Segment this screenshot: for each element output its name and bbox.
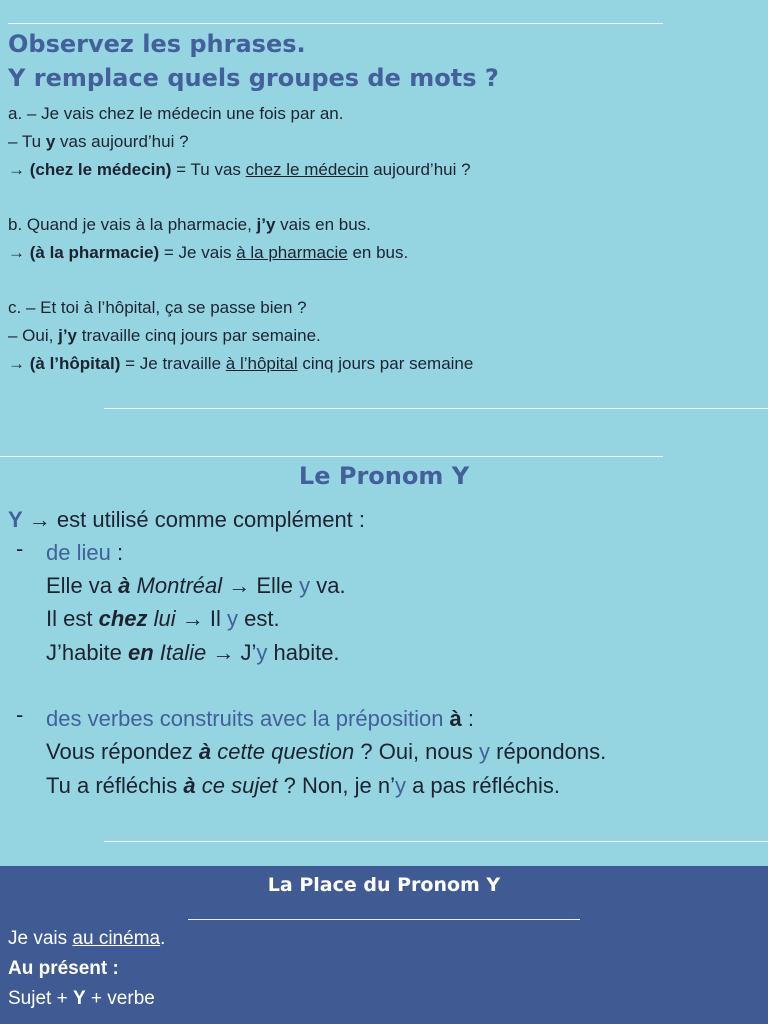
example-c-line1: c. – Et toi à l’hôpital, ça se passe bien ? — [8, 298, 307, 317]
divider-section2-end — [104, 841, 768, 842]
section1-title-line2: Y remplace quels groupes de mots ? — [8, 64, 499, 92]
section2-title: Le Pronom Y — [298, 462, 470, 490]
divider-section1-end — [104, 408, 768, 409]
present-rule: Sujet + Y + verbe — [8, 988, 155, 1009]
lieu-example-3: J’habite en Italie → J’y habite. — [46, 640, 340, 665]
verbes-example-2: Tu a réfléchis à ce sujet ? Non, je n’y a pas réfléchis. — [46, 773, 561, 798]
example-a-line2: – Tu y vas aujourd’hui ? — [8, 132, 189, 151]
divider-section2-start — [0, 456, 663, 457]
bullet-dash-lieu: - — [16, 536, 24, 561]
bullet-dash-verbes: - — [16, 702, 24, 727]
category-lieu: de lieu : — [46, 540, 124, 565]
lieu-example-2: Il est chez lui → Il y est. — [46, 606, 280, 631]
intro-line: Y → est utilisé comme complément : — [8, 507, 366, 532]
example-b-answer: → (à la pharmacie) = Je vais à la pharmacie en bus. — [8, 243, 409, 262]
present-label: Au présent : — [8, 958, 119, 979]
category-verbes: des verbes construits avec la préposition à : — [46, 706, 475, 731]
example-c-answer: → (à l’hôpital) = Je travaille à l’hôpital cinq jours par semaine — [8, 354, 474, 373]
verbes-example-1: Vous répondez à cette question ? Oui, nous y répondons. — [46, 739, 607, 764]
section3-example-line: Je vais au cinéma. — [8, 928, 166, 949]
example-a-line1: a. – Je vais chez le médecin une fois par an. — [8, 104, 344, 123]
section1-title-line1: Observez les phrases. — [8, 30, 306, 58]
example-a-answer: → (chez le médecin) = Tu vas chez le médecin aujourd’hui ? — [8, 160, 471, 179]
example-b-line1: b. Quand je vais à la pharmacie, j’y vais en bus. — [8, 215, 371, 234]
divider-section3-title — [188, 919, 580, 920]
lieu-example-1: Elle va à Montréal → Elle y va. — [46, 573, 346, 598]
example-c-line2: – Oui, j’y travaille cinq jours par semaine. — [8, 326, 321, 345]
divider-top — [8, 23, 663, 24]
section3-title: La Place du Pronom Y — [267, 874, 501, 896]
